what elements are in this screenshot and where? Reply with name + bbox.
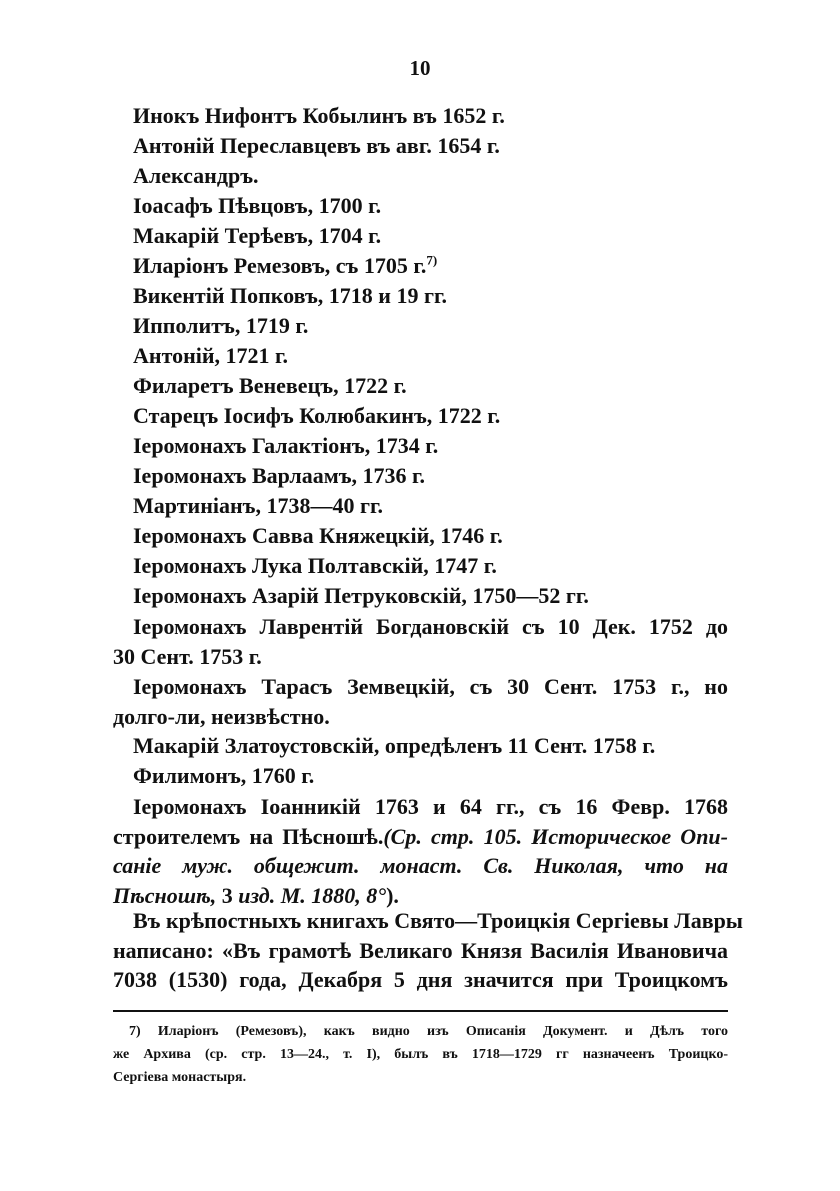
text-row: написано: «Въ грамотѣ Великаго Князя Василія Ивановича	[113, 937, 728, 963]
text-row: Въ крѣпостныхъ книгахъ Свято—Троицкія Сергіевы Лавры	[133, 908, 743, 933]
text-row: долго-ли, неизвѣстно.	[113, 703, 330, 729]
entry-line: Филимонъ, 1760 г.	[133, 763, 315, 788]
entry-line: Іеромонахъ Азарій Петруковскій, 1750—52 гг.	[133, 583, 589, 608]
entry-line: Филаретъ Веневецъ, 1722 г.	[133, 373, 407, 398]
text-plain: строителемъ на Пѣсношѣ.	[113, 823, 384, 849]
page-number: 10	[409, 56, 431, 80]
text-row: Іеромонахъ Тарасъ Земвецкій, съ 30 Сент. 1753 г., но	[133, 674, 728, 699]
text-row: Іеромонахъ Іоанникій 1763 и 64 гг., съ 16 Февр. 1768	[133, 794, 728, 819]
entry-line: Мартиніанъ, 1738—40 гг.	[133, 493, 383, 518]
entry-line: Инокъ Нифонтъ Кобылинъ въ 1652 г.	[133, 103, 505, 128]
text-italic: (Ср. стр. 105. Историческое Опи-	[383, 823, 728, 849]
text-row: 7038 (1530) года, Декабря 5 дня значится при Троицкомъ	[113, 967, 728, 992]
text-row	[113, 822, 728, 852]
paragraph-lavra	[113, 906, 743, 995]
entry-line: Ипполитъ, 1719 г.	[133, 313, 309, 338]
footnote-row: 7) Иларіонъ (Ремезовъ), какъ видно изъ Описанія Документ. и Дѣлъ того	[129, 1024, 728, 1039]
entry-line: Антоній, 1721 г.	[133, 343, 289, 368]
entry-line: Іеромонахъ Варлаамъ, 1736 г.	[133, 463, 426, 488]
text-italic: изд. М. 1880, 8°	[238, 882, 387, 908]
footnote-divider	[113, 1010, 728, 1012]
entry-text: Иларіонъ Ремезовъ, съ 1705 г.	[133, 253, 427, 278]
paragraph-lavrentiy	[113, 612, 728, 671]
text-italic: Пѣсношѣ,	[113, 882, 217, 908]
entry-line: Старецъ Іосифъ Колюбакинъ, 1722 г.	[133, 403, 501, 428]
entry-line: Іеромонахъ Галактіонъ, 1734 г.	[133, 433, 439, 458]
entry-line-with-footnote	[133, 252, 437, 280]
footnote	[113, 1020, 728, 1089]
entry-line: Антоній Переславцевъ въ авг. 1654 г.	[133, 133, 500, 158]
entry-line: Іеромонахъ Лука Полтавскій, 1747 г.	[133, 553, 497, 578]
entry-line: Іеромонахъ Савва Княжецкій, 1746 г.	[133, 523, 503, 548]
text-plain: 3	[216, 882, 239, 908]
entry-line: Іоасафъ Пѣвцовъ, 1700 г.	[133, 193, 382, 218]
text-row: 30 Сент. 1753 г.	[113, 643, 262, 669]
entry-line: Викентій Попковъ, 1718 и 19 гг.	[133, 283, 447, 308]
footnote-row: же Архива (ср. стр. 13—24., т. I), былъ въ 1718—1729 гг назначеенъ Троицко-	[113, 1047, 728, 1062]
footnote-row: Сергіева монастыря.	[113, 1070, 247, 1085]
text-row: Іеромонахъ Лаврентій Богдановскій съ 10 Дек. 1752 до	[133, 614, 728, 639]
entry-line: Макарій Златоустовскій, опредѣленъ 11 Сент. 1758 г.	[133, 733, 656, 758]
paragraph-taras	[113, 672, 728, 731]
entry-line: Александръ.	[133, 163, 259, 188]
paragraph-ioanniky	[113, 792, 728, 910]
text-row: саніе муж. общежит. монаст. Св. Николая, что на	[113, 853, 728, 878]
text-plain: ).	[386, 882, 399, 908]
footnote-marker: 7)	[426, 252, 438, 268]
entry-line: Макарій Терѣевъ, 1704 г.	[133, 223, 382, 248]
